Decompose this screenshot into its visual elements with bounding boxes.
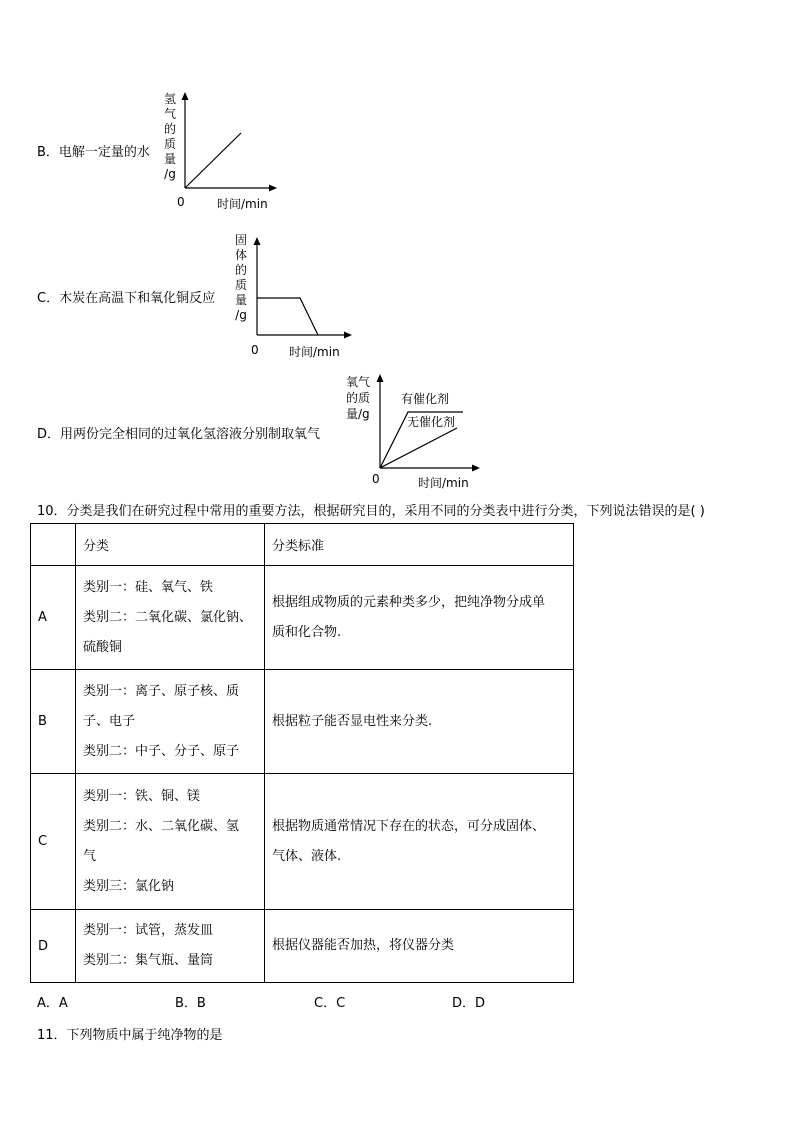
choice-b[interactable]: B．B: [175, 996, 206, 1011]
row-key: A: [31, 566, 76, 670]
row-key: C: [31, 774, 76, 910]
graph-d-origin: 0: [372, 472, 380, 486]
table-row: [31, 910, 574, 983]
table-row: [31, 566, 574, 670]
graph-d-ylabel: 氧气 的质 量/g: [346, 375, 371, 421]
choice-a[interactable]: A．A: [37, 996, 68, 1011]
classification-table: [30, 523, 574, 983]
row-categories: 类别一：试管，蒸发皿 类别二：集气瓶、量筒: [76, 910, 265, 983]
question-10-stem: 10．分类是我们在研究过程中常用的重要方法，根据研究目的，采用不同的分类表中进行分类，下列说法错误的是( ): [37, 504, 705, 519]
question-11-stem: 11．下列物质中属于纯净物的是: [37, 1028, 223, 1043]
graph-c-xlabel: 时间/min: [289, 345, 340, 359]
table-row: [31, 670, 574, 774]
table-row: [31, 774, 574, 910]
graph-b-axes: [180, 92, 280, 192]
row-categories: 类别一：铁、铜、镁 类别二：水、二氧化碳、氢 气 类别三：氯化钠: [76, 774, 265, 910]
graph-d-xlabel: 时间/min: [418, 476, 469, 490]
graph-d-label-catalyst: 有催化剂: [401, 392, 450, 406]
choice-d[interactable]: D．D: [452, 996, 486, 1011]
row-categories: 类别一：离子、原子核、质 子、电子 类别二：中子、分子、原子: [76, 670, 265, 774]
graph-c-line: [257, 298, 318, 335]
option-b-text: B．电解一定量的水: [37, 145, 150, 160]
row-key: D: [31, 910, 76, 983]
graph-c-ylabel: 固 体 的 质 量 /g: [234, 233, 247, 322]
table-header-row: [31, 524, 574, 566]
row-standard: 根据物质通常情况下存在的状态，可分成固体、 气体、液体.: [265, 774, 574, 910]
graph-b-origin: 0: [177, 195, 185, 209]
row-key: B: [31, 670, 76, 774]
choice-c[interactable]: C．C: [314, 996, 346, 1011]
graph-c-origin: 0: [251, 343, 259, 357]
option-d-text: D．用两份完全相同的过氧化氢溶液分别制取氧气: [37, 427, 321, 442]
graph-d-line-nocatalyst: [380, 428, 457, 468]
row-standard: 根据仪器能否加热，将仪器分类: [265, 910, 574, 983]
header-cell: 分类: [76, 524, 265, 566]
graph-b-ylabel: 氢 气 的 质 量 /g: [163, 92, 176, 181]
row-standard: 根据粒子能否显电性来分类.: [265, 670, 574, 774]
graph-b-line: [185, 133, 241, 188]
option-c-text: C．木炭在高温下和氧化铜反应: [37, 291, 216, 306]
graph-d-label-nocatalyst: 无催化剂: [407, 415, 456, 429]
header-cell: [31, 524, 76, 566]
row-standard: 根据组成物质的元素种类多少，把纯净物分成单 质和化合物.: [265, 566, 574, 670]
header-cell: 分类标准: [265, 524, 574, 566]
graph-b-xlabel: 时间/min: [217, 197, 268, 211]
graph-c-axes: [252, 237, 362, 339]
row-categories: 类别一：硅、氧气、铁 类别二：二氧化碳、氯化钠、 硫酸铜: [76, 566, 265, 670]
